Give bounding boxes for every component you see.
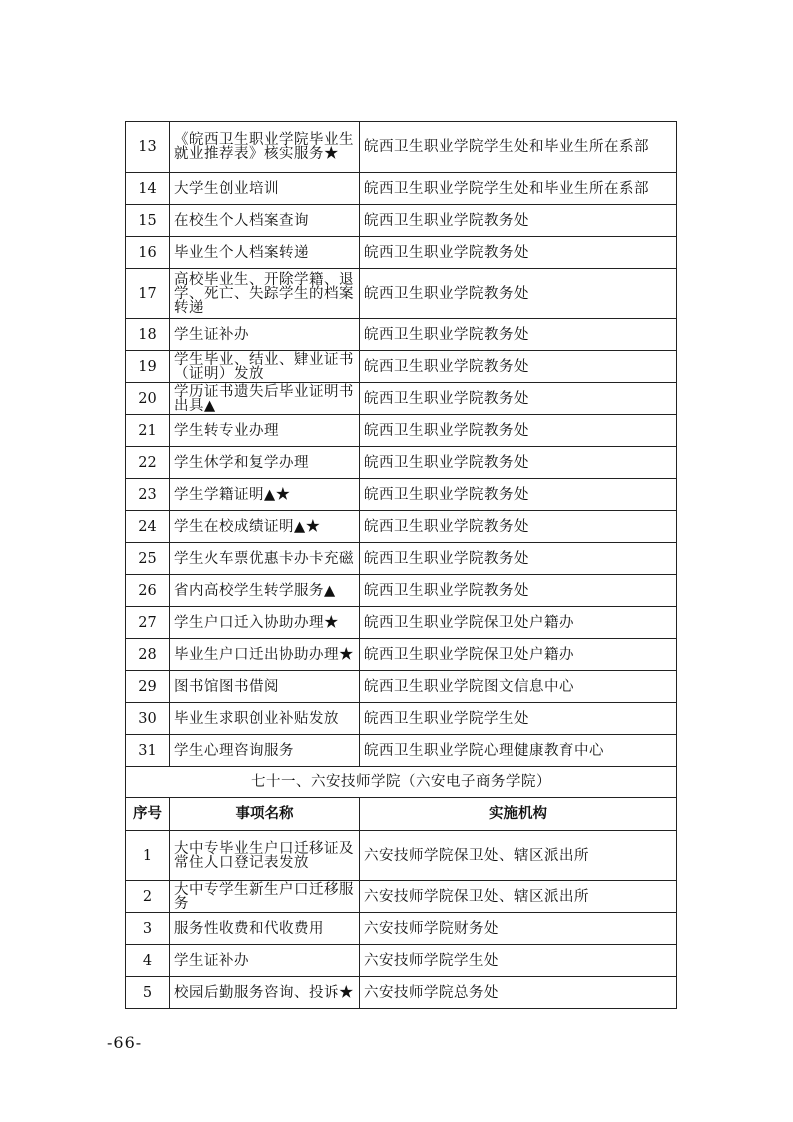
item-name: 学历证书遗失后毕业证明书出具▲ <box>170 383 360 415</box>
row-number: 13 <box>126 122 170 173</box>
row-number: 16 <box>126 237 170 269</box>
row-number: 15 <box>126 205 170 237</box>
implementing-org: 六安技师学院学生处 <box>360 945 677 977</box>
row-number: 26 <box>126 575 170 607</box>
row-number: 30 <box>126 703 170 735</box>
implementing-org: 皖西卫生职业学院图文信息中心 <box>360 671 677 703</box>
table-row <box>126 607 677 639</box>
table-row <box>126 205 677 237</box>
item-name: 学生火车票优惠卡办卡充磁 <box>170 543 360 575</box>
table-row <box>126 237 677 269</box>
table-row <box>126 269 677 319</box>
item-name: 省内高校学生转学服务▲ <box>170 575 360 607</box>
item-name: 图书馆图书借阅 <box>170 671 360 703</box>
row-number: 14 <box>126 173 170 205</box>
implementing-org: 皖西卫生职业学院保卫处户籍办 <box>360 639 677 671</box>
page-number: -66- <box>107 1033 143 1052</box>
implementing-org: 六安技师学院总务处 <box>360 977 677 1009</box>
section-title: 七十一、六安技师学院（六安电子商务学院） <box>126 767 677 798</box>
row-number: 2 <box>126 881 170 913</box>
implementing-org: 皖西卫生职业学院教务处 <box>360 383 677 415</box>
row-number: 27 <box>126 607 170 639</box>
table-row <box>126 913 677 945</box>
table-row <box>126 735 677 767</box>
item-name: 学生休学和复学办理 <box>170 447 360 479</box>
header-number: 序号 <box>126 798 170 831</box>
row-number: 28 <box>126 639 170 671</box>
item-name: 学生心理咨询服务 <box>170 735 360 767</box>
item-name: 服务性收费和代收费用 <box>170 913 360 945</box>
table-row <box>126 415 677 447</box>
row-number: 4 <box>126 945 170 977</box>
item-name: 学生毕业、结业、肄业证书（证明）发放 <box>170 351 360 383</box>
item-name: 大中专学生新生户口迁移服务 <box>170 881 360 913</box>
table-row <box>126 511 677 543</box>
item-name: 学生学籍证明▲★ <box>170 479 360 511</box>
header-implementing-org: 实施机构 <box>360 798 677 831</box>
item-name: 高校毕业生、开除学籍、退学、死亡、失踪学生的档案转递 <box>170 269 360 319</box>
implementing-org: 皖西卫生职业学院教务处 <box>360 319 677 351</box>
table-row <box>126 575 677 607</box>
table-row <box>126 479 677 511</box>
item-name: 在校生个人档案查询 <box>170 205 360 237</box>
row-number: 31 <box>126 735 170 767</box>
implementing-org: 皖西卫生职业学院教务处 <box>360 479 677 511</box>
implementing-org: 皖西卫生职业学院心理健康教育中心 <box>360 735 677 767</box>
table-row <box>126 945 677 977</box>
row-number: 3 <box>126 913 170 945</box>
implementing-org: 皖西卫生职业学院教务处 <box>360 511 677 543</box>
service-items-table <box>125 121 677 1009</box>
header-item-name: 事项名称 <box>170 798 360 831</box>
implementing-org: 六安技师学院财务处 <box>360 913 677 945</box>
item-name: 学生证补办 <box>170 319 360 351</box>
row-number: 25 <box>126 543 170 575</box>
item-name: 学生户口迁入协助办理★ <box>170 607 360 639</box>
table-row <box>126 671 677 703</box>
implementing-org: 皖西卫生职业学院教务处 <box>360 543 677 575</box>
row-number: 24 <box>126 511 170 543</box>
table-row <box>126 383 677 415</box>
row-number: 19 <box>126 351 170 383</box>
implementing-org: 六安技师学院保卫处、辖区派出所 <box>360 831 677 881</box>
item-name: 大学生创业培训 <box>170 173 360 205</box>
implementing-org: 皖西卫生职业学院教务处 <box>360 269 677 319</box>
item-name: 毕业生求职创业补贴发放 <box>170 703 360 735</box>
item-name: 毕业生个人档案转递 <box>170 237 360 269</box>
implementing-org: 皖西卫生职业学院学生处 <box>360 703 677 735</box>
item-name: 《皖西卫生职业学院毕业生就业推荐表》核实服务★ <box>170 122 360 173</box>
item-name: 毕业生户口迁出协助办理★ <box>170 639 360 671</box>
implementing-org: 皖西卫生职业学院教务处 <box>360 205 677 237</box>
row-number: 18 <box>126 319 170 351</box>
table-row <box>126 122 677 173</box>
table-row <box>126 977 677 1009</box>
implementing-org: 皖西卫生职业学院教务处 <box>360 415 677 447</box>
implementing-org: 皖西卫生职业学院学生处和毕业生所在系部 <box>360 122 677 173</box>
row-number: 17 <box>126 269 170 319</box>
implementing-org: 皖西卫生职业学院保卫处户籍办 <box>360 607 677 639</box>
row-number: 22 <box>126 447 170 479</box>
implementing-org: 皖西卫生职业学院教务处 <box>360 447 677 479</box>
table-row <box>126 173 677 205</box>
table-row <box>126 639 677 671</box>
implementing-org: 六安技师学院保卫处、辖区派出所 <box>360 881 677 913</box>
table-row <box>126 831 677 881</box>
table-row <box>126 543 677 575</box>
row-number: 5 <box>126 977 170 1009</box>
implementing-org: 皖西卫生职业学院学生处和毕业生所在系部 <box>360 173 677 205</box>
implementing-org: 皖西卫生职业学院教务处 <box>360 237 677 269</box>
row-number: 21 <box>126 415 170 447</box>
row-number: 23 <box>126 479 170 511</box>
table-header-row <box>126 798 677 831</box>
table-row <box>126 447 677 479</box>
implementing-org: 皖西卫生职业学院教务处 <box>360 351 677 383</box>
item-name: 学生在校成绩证明▲★ <box>170 511 360 543</box>
table-row <box>126 703 677 735</box>
item-name: 学生证补办 <box>170 945 360 977</box>
row-number: 20 <box>126 383 170 415</box>
implementing-org: 皖西卫生职业学院教务处 <box>360 575 677 607</box>
item-name: 学生转专业办理 <box>170 415 360 447</box>
table-row <box>126 881 677 913</box>
table-row <box>126 351 677 383</box>
item-name: 大中专毕业生户口迁移证及常住人口登记表发放 <box>170 831 360 881</box>
section-title-row <box>126 767 677 798</box>
item-name: 校园后勤服务咨询、投诉★ <box>170 977 360 1009</box>
row-number: 29 <box>126 671 170 703</box>
table-row <box>126 319 677 351</box>
row-number: 1 <box>126 831 170 881</box>
